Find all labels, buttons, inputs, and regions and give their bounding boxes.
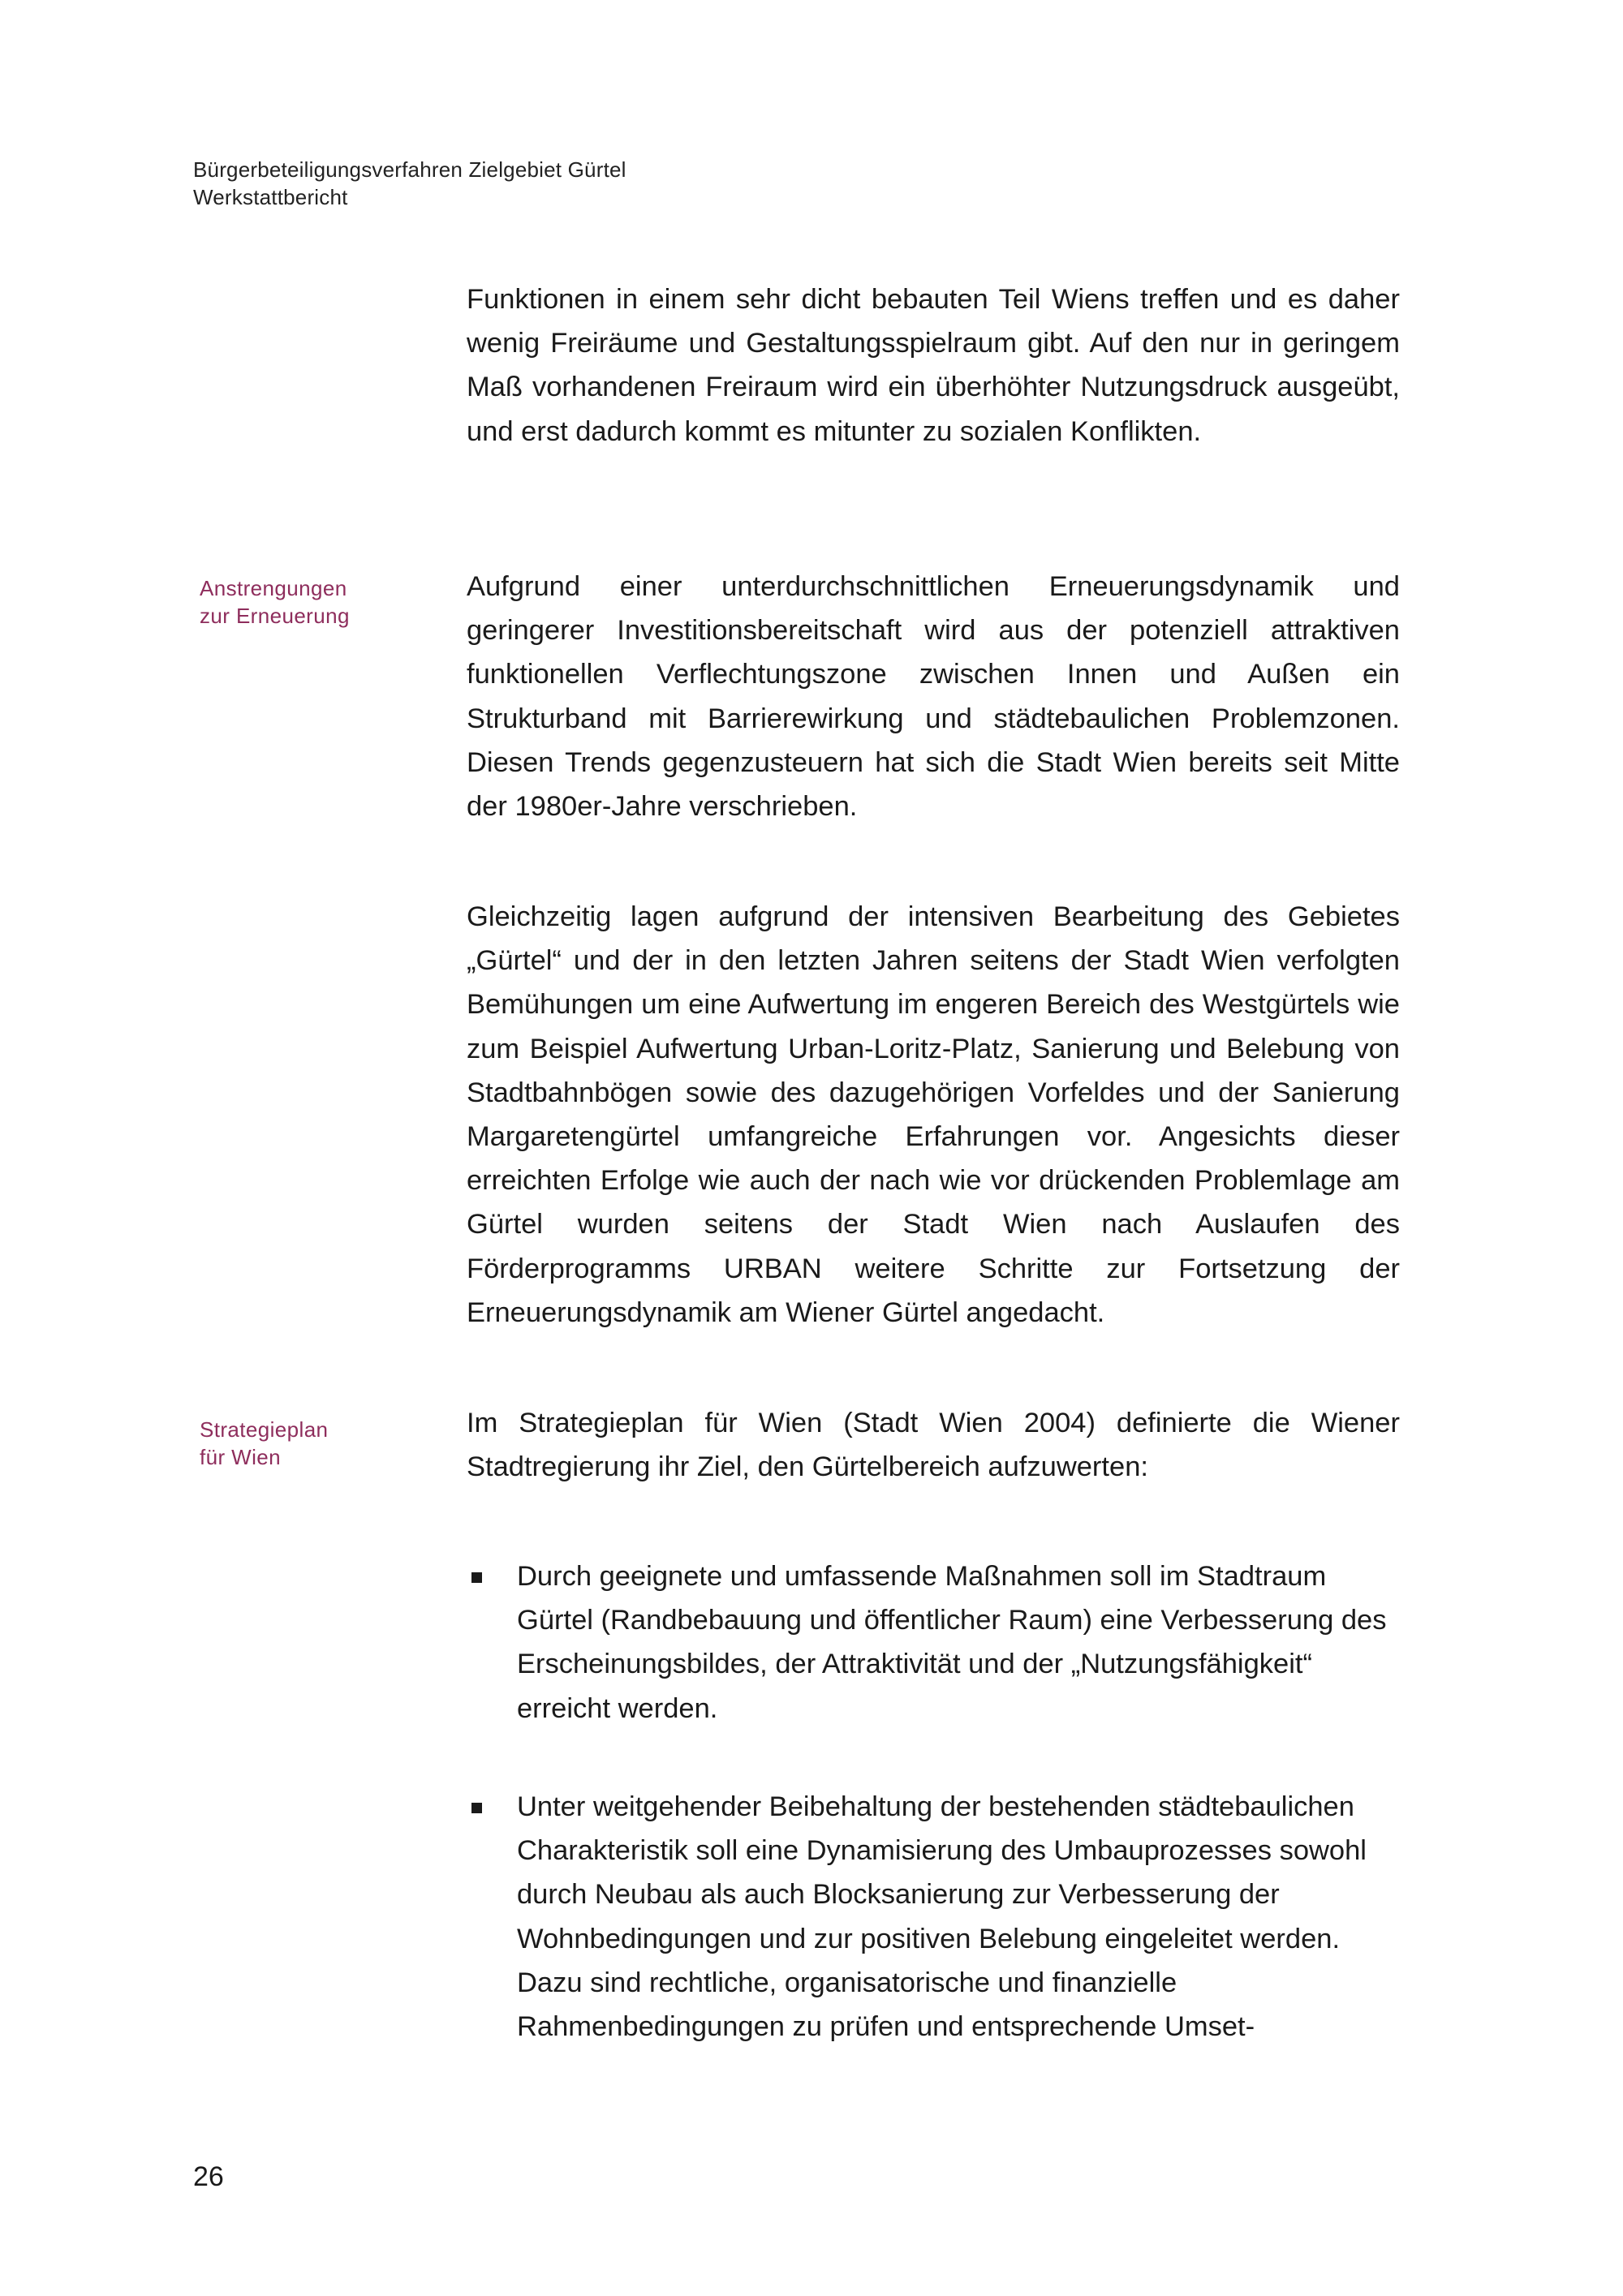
paragraph-bearbeitung: Gleichzeitig lagen aufgrund der intensiven Bearbeitung des Gebietes „Gürtel“ und der in den letzten Jahren seitens der Stadt Wien verfolgten Bemühungen um eine Aufwertung im engeren Bereich des Westgürtels wie zum Beispiel Aufwertung Urban-Loritz-Platz, Sanierung und Belebung von Stadtbahnbögen sowie des dazugehörigen Vorfeldes und der Sanierung Margaretengürtel umfangreiche Erfahrungen vor. Angesichts dieser erreichten Erfolge wie auch der nach wie vor drückenden Problemlage am Gürtel wurden seitens der Stadt Wien nach Auslaufen des Förderprogramms URBAN weitere Schritte zur Fortsetzung der Erneuerungsdynamik am Wiener Gürtel angedacht.	[467, 901, 1400, 1328]
bullet-list-item	[467, 1785, 1400, 2049]
paragraph-erneuerungsdynamik: Aufgrund einer unterdurchschnittlichen Erneuerungsdynamik und geringerer Investitionsbereitschaft wird aus der potenziell attraktiven funktionellen Verflechtungszone zwischen Innen und Außen ein Strukturband mit Barrierewirkung und städtebaulichen Problemzonen. Diesen Trends gegenzusteuern hat sich die Stadt Wien bereits seit Mitte der 1980er-Jahre verschrieben.	[467, 571, 1400, 823]
bullet-text: Durch geeignete und umfassende Maßnahmen soll im Stadtraum Gürtel (Randbebauung und öffentlicher Raum) eine Verbesserung des Erscheinungsbildes, der Attraktivität und der „Nutzungsfähigkeit“ erreicht werden.	[517, 1561, 1387, 1724]
square-bullet-icon	[471, 1803, 482, 1813]
margin-note-strategieplan-line2: für Wien	[200, 1445, 282, 1469]
square-bullet-icon	[471, 1572, 482, 1583]
header-subtitle: Werkstattbericht	[193, 185, 348, 209]
running-header	[193, 156, 626, 211]
margin-note-strategieplan	[200, 1416, 328, 1471]
paragraph-strategieplan: Im Strategieplan für Wien (Stadt Wien 2004) definierte die Wiener Stadtregierung ihr Ziel, den Gürtelbereich aufzuwerten:	[467, 1408, 1400, 1483]
header-title: Bürgerbeteiligungsverfahren Zielgebiet Gürtel	[193, 157, 626, 182]
bullet-list-item	[467, 1554, 1400, 1731]
margin-note-erneuerung-line2: zur Erneuerung	[200, 604, 350, 628]
bullet-text: Unter weitgehender Beibehaltung der bestehenden städtebaulichen Charakteristik soll eine Dynamisierung des Umbauprozesses sowohl durch Neubau als auch Blocksanierung zur Verbesserung der Wohnbedingungen und zur positiven Belebung eingeleitet werden. Dazu sind rechtliche, organisatorische und finanzielle Rahmenbedingungen zu prüfen und entsprechende Umset-	[517, 1791, 1367, 2043]
margin-note-erneuerung	[200, 574, 350, 630]
margin-note-erneuerung-line1: Anstrengungen	[200, 576, 347, 600]
page-number: 26	[193, 2161, 224, 2192]
paragraph-freiraum: Funktionen in einem sehr dicht bebauten Teil Wiens treffen und es daher wenig Freiräume und Gestaltungsspielraum gibt. Auf den nur in geringem Maß vorhandenen Freiraum wird ein überhöhter Nutzungsdruck ausgeübt, und erst dadurch kommt es mitunter zu sozialen Konflikten.	[467, 284, 1400, 447]
margin-note-strategieplan-line1: Strategieplan	[200, 1417, 329, 1442]
